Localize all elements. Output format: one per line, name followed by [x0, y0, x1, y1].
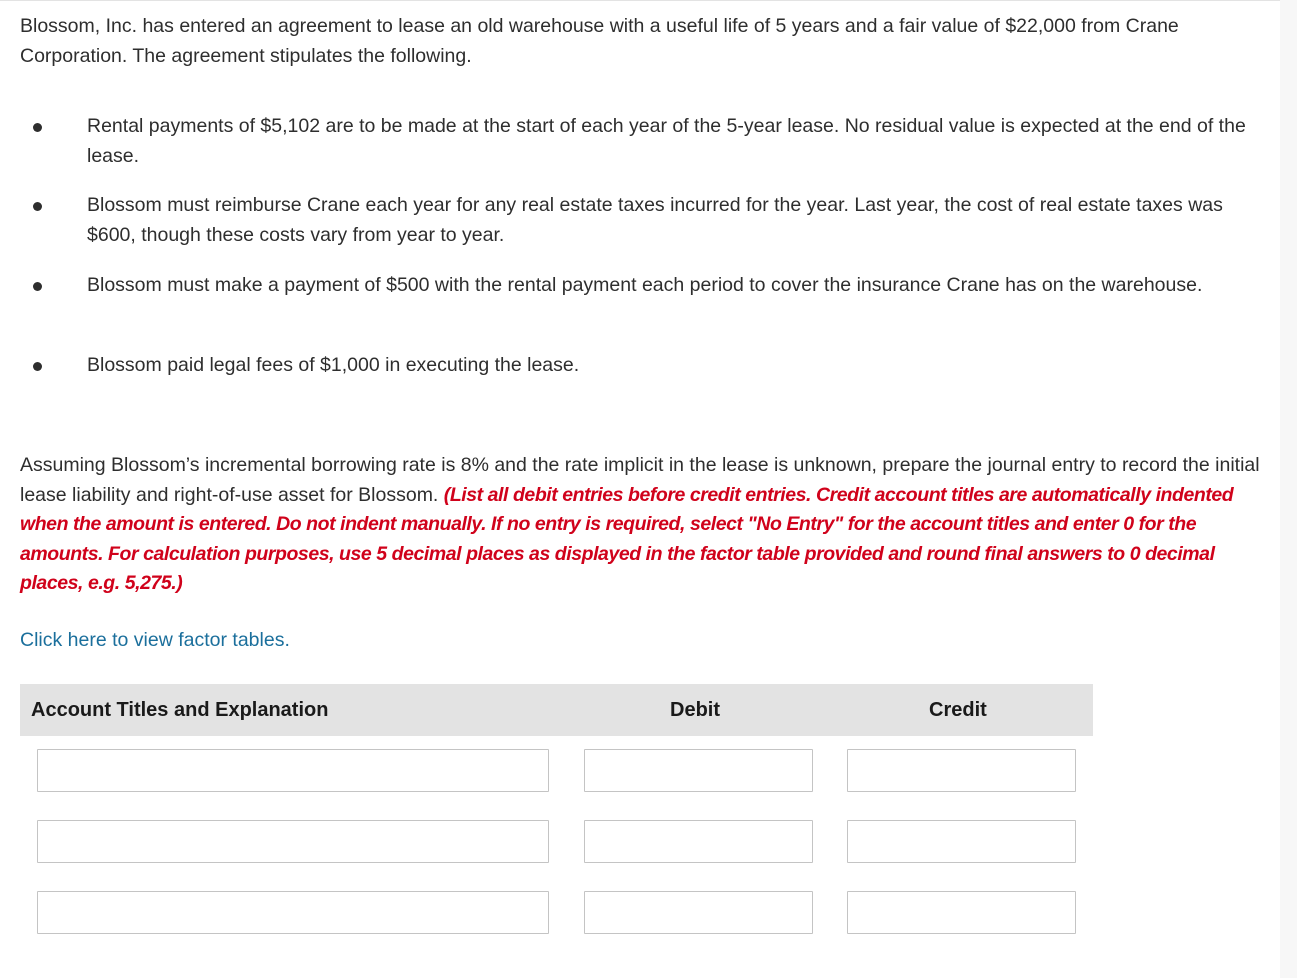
bullet-icon	[33, 362, 42, 371]
bullet-icon	[33, 202, 42, 211]
account-title-input[interactable]	[37, 820, 549, 863]
journal-table-header	[20, 684, 1093, 736]
credit-amount-input[interactable]	[847, 749, 1076, 792]
journal-entry-row	[0, 749, 1100, 794]
account-title-input[interactable]	[37, 891, 549, 934]
debit-amount-input[interactable]	[584, 749, 813, 792]
lease-term-text: Blossom must reimburse Crane each year for any real estate taxes incurred for the year. Last year, the cost of real estate taxes was $600, though these costs vary from year to year.	[87, 194, 1223, 246]
bullet-icon	[33, 123, 42, 132]
problem-intro: Blossom, Inc. has entered an agreement to lease an old warehouse with a useful life of 5 years and a fair value of $22,000 from Crane Corporation. The agreement stipulates the following.	[20, 15, 1179, 67]
account-title-input[interactable]	[37, 749, 549, 792]
journal-entry-row	[0, 891, 1100, 936]
debit-amount-input[interactable]	[584, 820, 813, 863]
credit-amount-input[interactable]	[847, 820, 1076, 863]
lease-term-text: Rental payments of $5,102 are to be made at the start of each year of the 5-year lease. No residual value is expected at the end of the lease.	[87, 115, 1246, 167]
question-instructions: (List all debit entries before credit entries. Credit account titles are automatically indented when the amount is entered. Do not indent manually. If no entry is required, select "No Entry" for the account titles and enter 0 for the amounts. For calculation purposes, use 5 decimal places as displayed in the factor table provided and round final answers to 0 decimal places, e.g. 5,275.)	[20, 483, 1234, 594]
scrollbar-track[interactable]	[1280, 0, 1297, 978]
top-divider	[0, 0, 1280, 1]
account-column-header: Account Titles and Explanation	[31, 699, 329, 721]
lease-term-text: Blossom must make a payment of $500 with the rental payment each period to cover the insurance Crane has on the warehouse.	[87, 274, 1203, 296]
bullet-icon	[33, 282, 42, 291]
lease-term-text: Blossom paid legal fees of $1,000 in executing the lease.	[87, 354, 580, 376]
credit-amount-input[interactable]	[847, 891, 1076, 934]
debit-amount-input[interactable]	[584, 891, 813, 934]
question-prompt	[20, 451, 1270, 599]
question-text: Assuming Blossom’s incremental borrowing rate is 8% and the rate implicit in the lease is unknown, prepare the journal entry to record the initial lease liability and right-of-use asset for Blossom.	[20, 454, 1260, 506]
credit-column-header: Credit	[929, 699, 987, 721]
debit-column-header: Debit	[670, 699, 720, 721]
factor-tables-link[interactable]: Click here to view factor tables.	[20, 629, 290, 651]
journal-entry-row	[0, 820, 1100, 865]
